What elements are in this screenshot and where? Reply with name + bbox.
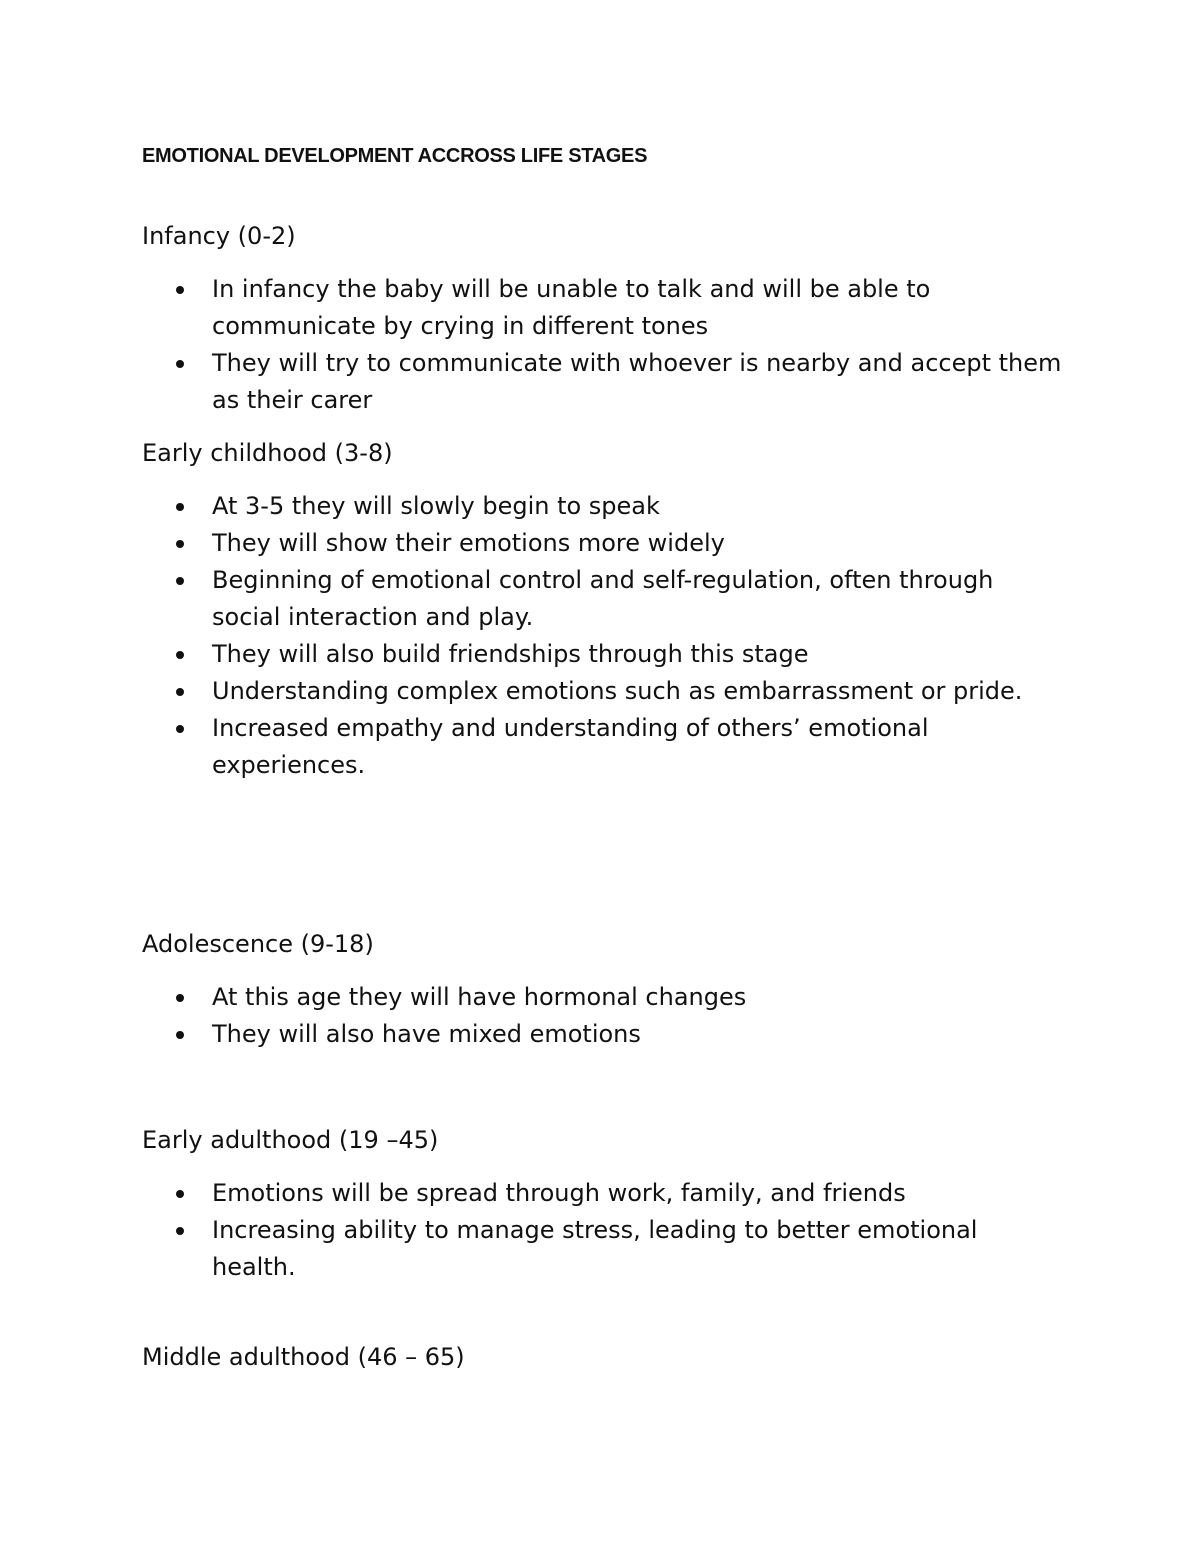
bullet-icon (176, 1190, 184, 1198)
bullet-icon (176, 286, 184, 294)
bullet-list (142, 979, 1062, 1053)
section-adolescence (142, 926, 1062, 1053)
section-heading: Middle adulthood (46 – 65) (142, 1343, 465, 1371)
list-item-text: They will also have mixed emotions (212, 1020, 641, 1048)
list-item-text: At 3-5 they will slowly begin to speak (212, 492, 660, 520)
list-item-text: In infancy the baby will be unable to talk and will be able to communicate by crying in different tones (212, 275, 931, 340)
list-item-text: Increasing ability to manage stress, leading to better emotional health. (212, 1216, 978, 1281)
bullet-icon (176, 1227, 184, 1235)
list-item (142, 345, 1062, 419)
list-item-text: They will show their emotions more widely (212, 529, 725, 557)
bullet-icon (176, 1031, 184, 1039)
bullet-list (142, 488, 1062, 784)
bullet-icon (176, 651, 184, 659)
section-heading: Early childhood (3-8) (142, 439, 393, 467)
list-item (142, 710, 1062, 784)
section-early-childhood (142, 435, 1062, 784)
document-title: EMOTIONAL DEVELOPMENT ACCROSS LIFE STAGES (142, 145, 648, 167)
section-heading: Infancy (0-2) (142, 222, 296, 250)
bullet-icon (176, 360, 184, 368)
bullet-icon (176, 577, 184, 585)
list-item (142, 673, 1062, 710)
list-item-text: At this age they will have hormonal changes (212, 983, 747, 1011)
section-heading: Adolescence (9-18) (142, 930, 374, 958)
list-item (142, 488, 1062, 525)
bullet-icon (176, 994, 184, 1002)
list-item (142, 525, 1062, 562)
section-heading: Early adulthood (19 –45) (142, 1126, 439, 1154)
list-item (142, 1016, 1062, 1053)
list-item-text: They will try to communicate with whoever is nearby and accept them as their carer (212, 349, 1062, 414)
list-item-text: Understanding complex emotions such as embarrassment or pride. (212, 677, 1023, 705)
list-item-text: They will also build friendships through this stage (212, 640, 809, 668)
section-early-adulthood (142, 1122, 1062, 1286)
section-middle-adulthood (142, 1339, 1062, 1375)
list-item-text: Increased empathy and understanding of others’ emotional experiences. (212, 714, 929, 779)
bullet-icon (176, 503, 184, 511)
section-infancy (142, 218, 1062, 419)
bullet-list (142, 271, 1062, 419)
list-item (142, 271, 1062, 345)
bullet-list (142, 1175, 1062, 1286)
list-item (142, 562, 1062, 636)
list-item-text: Beginning of emotional control and self-regulation, often through social interaction and play. (212, 566, 994, 631)
list-item (142, 979, 1062, 1016)
bullet-icon (176, 725, 184, 733)
list-item (142, 1212, 1062, 1286)
list-item (142, 1175, 1062, 1212)
bullet-icon (176, 688, 184, 696)
list-item-text: Emotions will be spread through work, family, and friends (212, 1179, 906, 1207)
bullet-icon (176, 540, 184, 548)
list-item (142, 636, 1062, 673)
